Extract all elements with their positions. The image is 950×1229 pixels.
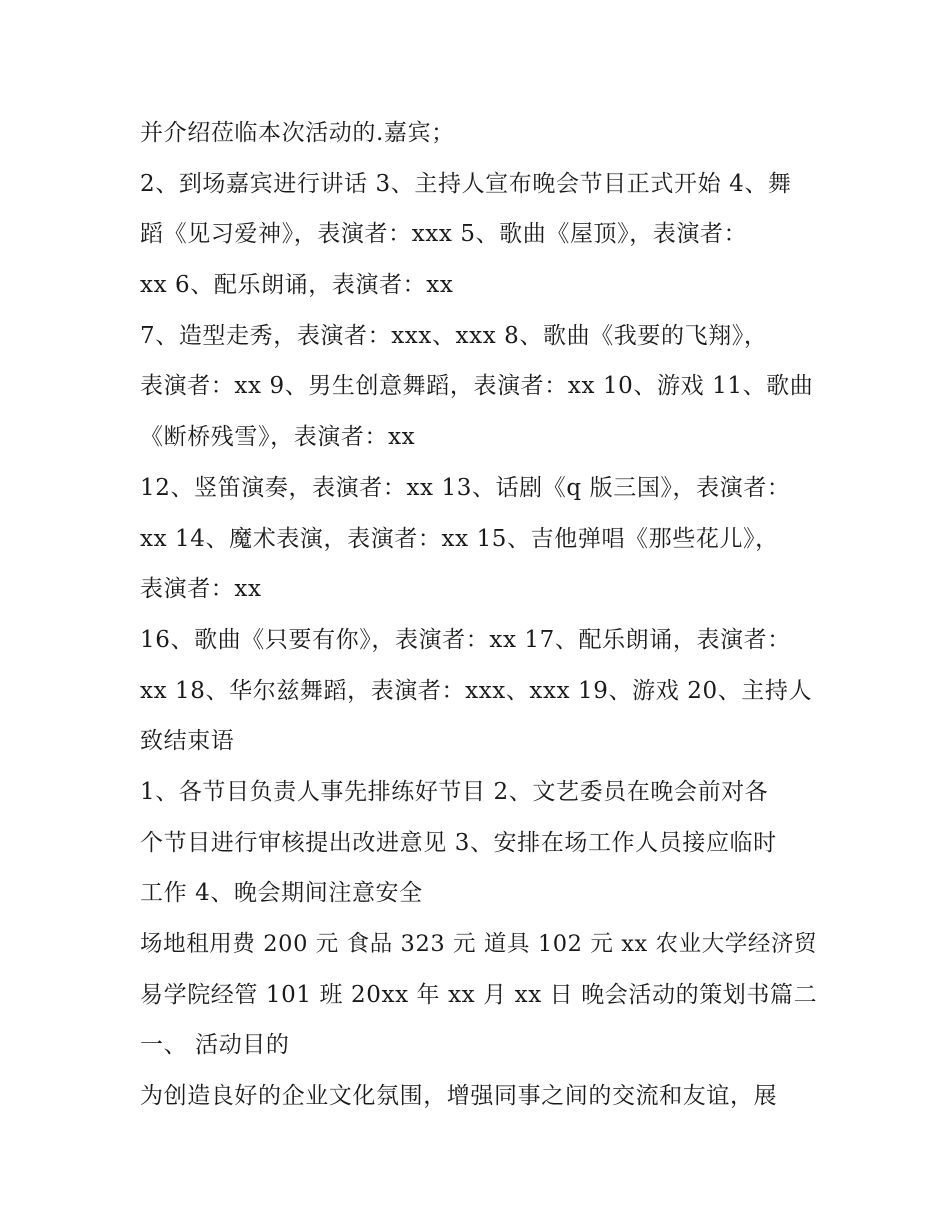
text-line: 《断桥残雪》，表演者：xx: [140, 424, 416, 451]
text-line: 12、竖笛演奏，表演者：xx 13、话剧《q 版三国》，表演者：: [140, 474, 791, 501]
text-line: 16、歌曲《只要有你》，表演者：xx 17、配乐朗诵，表演者：: [140, 626, 791, 653]
text-line: 蹈《见习爱神》，表演者：xxx 5、歌曲《屋顶》，表演者：: [140, 221, 748, 248]
text-line: 致结束语: [140, 728, 235, 755]
text-line: 工作 4、晚会期间注意安全: [140, 880, 423, 907]
text-line: 易学院经管 101 班 20xx 年 xx 月 xx 日 晚会活动的策划书篇二: [140, 981, 818, 1008]
text-line: 场地租用费 200 元 食品 323 元 道具 102 元 xx 农业大学经济贸: [140, 931, 818, 957]
text-line: 表演者：xx 9、男生创意舞蹈，表演者：xx 10、游戏 11、歌曲: [140, 373, 814, 400]
text-line: xx 14、魔术表演，表演者：xx 15、吉他弹唱《那些花儿》，: [140, 525, 779, 552]
text-line: 7、造型走秀，表演者：xxx、xxx 8、歌曲《我要的飞翔》，: [140, 322, 768, 349]
text-line: 并介绍莅临本次活动的.嘉宾；: [140, 120, 455, 146]
text-line: 1、各节目负责人事先排练好节目 2、文艺委员在晚会前对各: [140, 778, 769, 805]
text-line: 表演者：xx: [140, 576, 262, 603]
text-line: 个节目进行审核提出改进意见 3、安排在场工作人员接应临时: [140, 829, 777, 856]
text-line: 一、 活动目的: [140, 1032, 290, 1059]
text-line: 2、到场嘉宾进行讲话 3、主持人宣布晚会节目正式开始 4、舞: [140, 170, 792, 197]
text-line: 为创造良好的企业文化氛围，增强同事之间的交流和友谊，展: [140, 1083, 778, 1110]
text-line: xx 18、华尔兹舞蹈，表演者：xxx、xxx 19、游戏 20、主持人: [140, 677, 813, 704]
text-line: xx 6、配乐朗诵，表演者：xx: [140, 272, 454, 299]
document-body: [140, 108, 820, 1122]
